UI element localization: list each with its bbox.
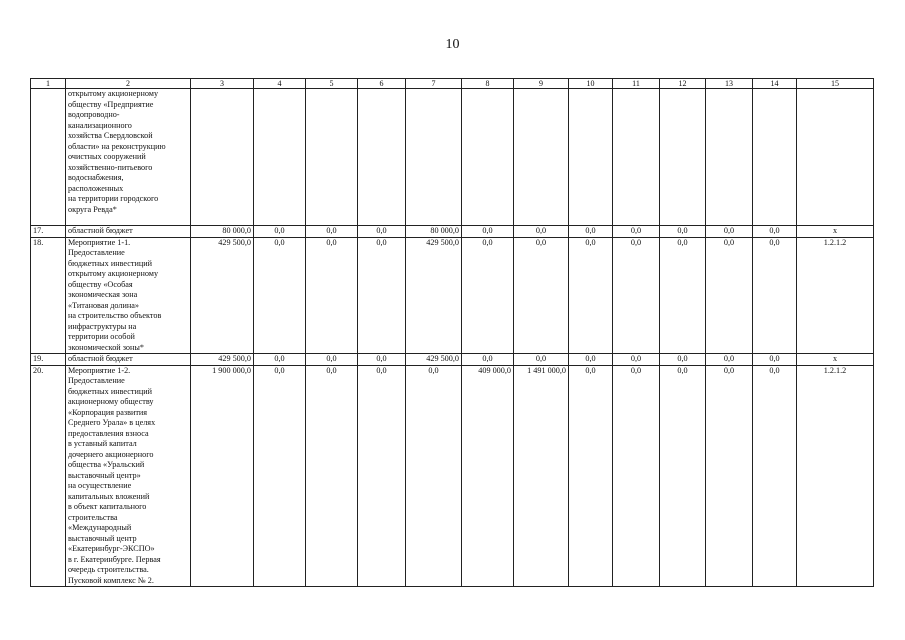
row-description: Мероприятие 1-1. Предоставление бюджетных инвестиций открытому акционерному обществу «Особая экономическая зона «Титановая долина» на строительство объектов инфраструктуры на территории особой экономической зоны* (66, 237, 191, 354)
cell-value: 0,0 (462, 237, 514, 354)
cell-value: 0,0 (514, 354, 569, 366)
row-description: Мероприятие 1-2. Предоставление бюджетных инвестиций акционерному обществу «Корпорация развития Среднего Урала» в целях предоставления взноса в уставный капитал дочернего акционерного общества «Уральский выставочный центр» на осуществление капитальных вложений в объект капитального строительства «Международный выставочный центр «Екатеринбург-ЭКСПО» в г. Екатеринбурге. Первая очередь строительства. Пусковой комплекс № 2. (66, 365, 191, 587)
cell-value: 0,0 (613, 226, 660, 238)
row-description: областной бюджет (66, 354, 191, 366)
col-header: 3 (191, 79, 254, 89)
col-header: 9 (514, 79, 569, 89)
row-number: 18. (31, 237, 66, 354)
col-header: 11 (613, 79, 660, 89)
col-header: 4 (254, 79, 306, 89)
cell-value: 429 500,0 (406, 354, 462, 366)
cell-value: 0,0 (569, 226, 613, 238)
cell-value: 0,0 (613, 365, 660, 587)
cell-value: 0,0 (753, 226, 797, 238)
col-header: 7 (406, 79, 462, 89)
cell-value: 0,0 (706, 237, 753, 354)
col-header: 8 (462, 79, 514, 89)
cell-value: 0,0 (254, 365, 306, 587)
cell-reference: x (797, 354, 874, 366)
cell-value: 0,0 (306, 365, 358, 587)
col-header: 1 (31, 79, 66, 89)
cell-value: 0,0 (254, 226, 306, 238)
col-header: 5 (306, 79, 358, 89)
col-header: 14 (753, 79, 797, 89)
cell-value: 0,0 (306, 354, 358, 366)
table-row (31, 354, 874, 366)
cell-reference: x (797, 226, 874, 238)
cell-value: 0,0 (569, 365, 613, 587)
cell-value: 409 000,0 (462, 365, 514, 587)
cell-value: 0,0 (514, 226, 569, 238)
cell-reference: 1.2.1.2 (797, 365, 874, 587)
cell-value: 0,0 (462, 354, 514, 366)
col-header: 13 (706, 79, 753, 89)
column-number-header (31, 79, 874, 89)
table-row-continuation (31, 89, 874, 226)
budget-table (30, 78, 874, 587)
cell-value: 0,0 (514, 237, 569, 354)
cell-value: 0,0 (358, 354, 406, 366)
page-number: 10 (445, 37, 460, 52)
table-row (31, 365, 874, 587)
row-number: 17. (31, 226, 66, 238)
col-header: 2 (66, 79, 191, 89)
cell-value: 0,0 (706, 365, 753, 587)
cell-value: 429 500,0 (406, 237, 462, 354)
cell-value: 0,0 (254, 237, 306, 354)
col-header: 10 (569, 79, 613, 89)
table-row (31, 226, 874, 238)
cell-value: 0,0 (254, 354, 306, 366)
cell-value: 0,0 (753, 237, 797, 354)
cell-value: 0,0 (306, 226, 358, 238)
cell-value: 0,0 (462, 226, 514, 238)
cell-value: 429 500,0 (191, 354, 254, 366)
cell-value: 0,0 (660, 365, 706, 587)
cell-value: 0,0 (753, 354, 797, 366)
cell-value: 0,0 (660, 226, 706, 238)
cell-value: 0,0 (406, 365, 462, 587)
cell-value: 80 000,0 (406, 226, 462, 238)
cell-value: 0,0 (358, 365, 406, 587)
col-header: 12 (660, 79, 706, 89)
cell-value: 0,0 (306, 237, 358, 354)
cell-value: 0,0 (753, 365, 797, 587)
col-header: 15 (797, 79, 874, 89)
cell-value: 1 900 000,0 (191, 365, 254, 587)
cell-value: 0,0 (706, 226, 753, 238)
cell-value: 0,0 (613, 237, 660, 354)
cell-value: 0,0 (569, 237, 613, 354)
cell-reference: 1.2.1.2 (797, 237, 874, 354)
row-number: 19. (31, 354, 66, 366)
col-header: 6 (358, 79, 406, 89)
cell-value: 0,0 (569, 354, 613, 366)
row-description: открытому акционерному обществу «Предприятие водопроводно- канализационного хозяйства Свердловской области» на реконструкцию очистных сооружений хозяйственно-питьевого водоснабжения, расположенных на территории городского округа Ревда* (66, 89, 191, 226)
row-number: 20. (31, 365, 66, 587)
cell-value: 1 491 000,0 (514, 365, 569, 587)
table-row (31, 237, 874, 354)
cell-value: 0,0 (358, 226, 406, 238)
cell-value: 80 000,0 (191, 226, 254, 238)
cell-value: 0,0 (358, 237, 406, 354)
cell-value: 0,0 (613, 354, 660, 366)
cell-value: 0,0 (706, 354, 753, 366)
cell-value: 0,0 (660, 354, 706, 366)
row-description: областной бюджет (66, 226, 191, 238)
cell-value: 0,0 (660, 237, 706, 354)
cell-value: 429 500,0 (191, 237, 254, 354)
